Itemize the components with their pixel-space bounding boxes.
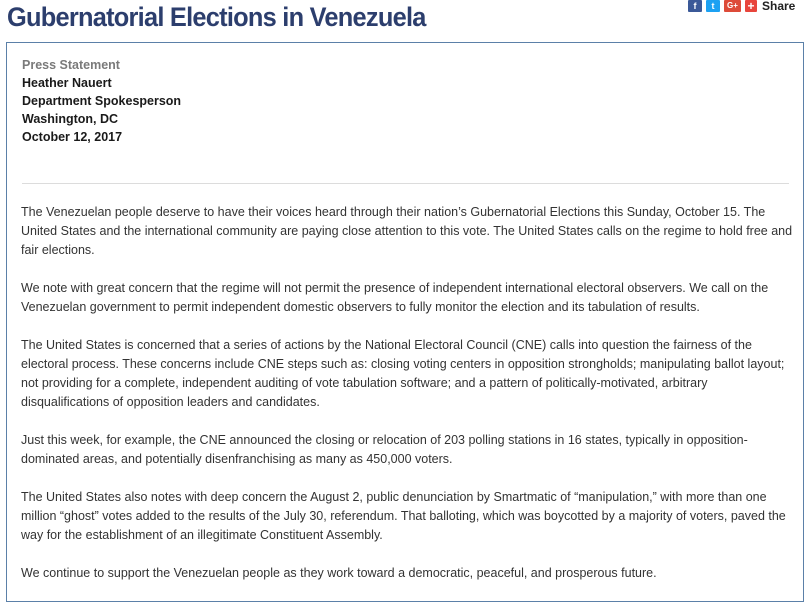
google-plus-icon[interactable]: G+ bbox=[724, 0, 741, 12]
twitter-icon[interactable]: t bbox=[706, 0, 720, 12]
page-title: Gubernatorial Elections in Venezuela bbox=[7, 2, 426, 32]
body-paragraph: We note with great concern that the regime will not permit the presence of independent international electoral observers. We call on the Venezuelan government to permit independent domestic observers to fully monitor the election and its tabulation of results. bbox=[21, 281, 769, 314]
share-button[interactable]: Share bbox=[762, 0, 796, 13]
statement-location: Washington, DC bbox=[22, 112, 119, 126]
statement-body bbox=[21, 203, 797, 602]
share-bar bbox=[688, 0, 795, 12]
statement-container bbox=[6, 42, 804, 602]
body-paragraph: We continue to support the Venezuelan people as they work toward a democratic, peaceful, and prosperous future. bbox=[21, 566, 657, 580]
share-plus-icon[interactable]: + bbox=[745, 0, 757, 12]
statement-type: Press Statement bbox=[22, 58, 120, 72]
statement-role: Department Spokesperson bbox=[22, 94, 182, 108]
body-paragraph: Just this week, for example, the CNE announced the closing or relocation of 203 polling stations in 16 states, typically in opposition-dominated areas, and potentially disenfranchising as many as 450,000 voters. bbox=[21, 433, 748, 466]
body-paragraph: The United States also notes with deep concern the August 2, public denunciation by Smartmatic of “manipulation,” with more than one million “ghost” votes added to the results of the July 30, referendum. That balloting, which was boycotted by a majority of voters, paved the way for the establishment of an illegitimate Constituent Assembly. bbox=[21, 490, 786, 542]
statement-date: October 12, 2017 bbox=[22, 130, 123, 144]
statement-meta bbox=[22, 56, 181, 146]
body-paragraph: The Venezuelan people deserve to have their voices heard through their nation’s Gubernatorial Elections this Sunday, October 15. The United States and the international community are paying close attention to this vote. The United States calls on the regime to hold free and fair elections. bbox=[21, 205, 793, 257]
facebook-icon[interactable]: f bbox=[688, 0, 702, 12]
divider bbox=[22, 183, 789, 184]
statement-author: Heather Nauert bbox=[22, 76, 112, 90]
body-paragraph: The United States is concerned that a series of actions by the National Electoral Council (CNE) calls into question the fairness of the electoral process. These concerns include CNE steps such as: closing voting centers in opposition strongholds; manipulating ballot layout; not providing for a complete, independent auditing of vote tabulation software; and a pattern of politically-motivated, arbitrary disqualifications of opposition leaders and candidates. bbox=[21, 338, 785, 409]
